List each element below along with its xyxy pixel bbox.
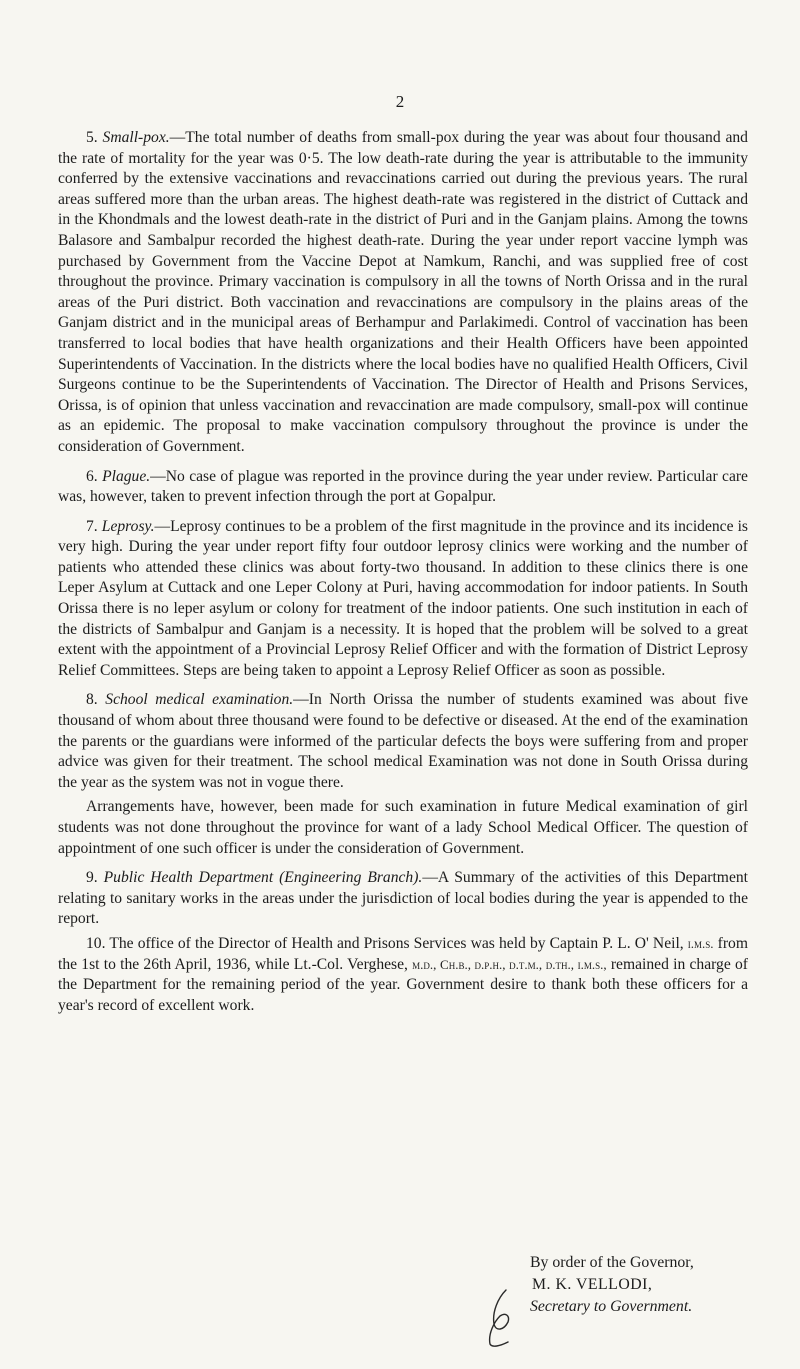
paragraph-text: —A Summary of the activities of this Department relating to sanitary works in the areas under the jurisdiction of local bodies during the year is appended to the report.	[58, 869, 748, 928]
paragraph-text-part: The office of the Director of Health and Prisons Services was held by Captain P. L. O' Neil,	[109, 934, 688, 952]
signature-block	[530, 1252, 694, 1318]
paragraph-heading: Public Health Department (Engineering Branch).	[103, 869, 423, 887]
document-body	[58, 128, 748, 1025]
paragraph-text: —No case of plague was reported in the province during the year under review. Particular care was, however, taken to prevent infection through the port at Gopalpur.	[58, 467, 748, 506]
paragraph-school-medical	[58, 690, 748, 793]
signatory-title: Secretary to Government.	[530, 1298, 693, 1315]
signatory-name: M. K. VELLODI,	[532, 1276, 653, 1293]
paragraph-heading: Leprosy.	[101, 517, 155, 535]
paragraph-arrangements	[58, 797, 748, 859]
paragraph-text: Arrangements have, however, been made for such examination in future Medical examination of girl students was not done throughout the province for want of a lady School Medical Officer. The question of appointment of one such officer is under the consideration of Government.	[58, 798, 748, 857]
paragraph-number: 10.	[86, 934, 106, 952]
paragraph-public-health	[58, 868, 748, 930]
handwritten-initial-mark	[470, 1282, 530, 1352]
paragraph-small-pox	[58, 128, 748, 458]
degree-abbreviations: m.d., Ch.b., d.p.h., d.t.m., d.th., i.m.s.,	[412, 956, 607, 972]
paragraph-number: 8.	[86, 691, 98, 709]
paragraph-text: —In North Orissa the number of students examined was about five thousand of whom about three thousand were found to be defective or diseased. At the end of the examination the parents or the guardians were informed of the particular defects the boys were suffering from and proper advice was given for their treatment. The school medical Examination was not done in South Orissa during the year as the system was not in vogue there.	[58, 691, 748, 791]
paragraph-number: 6.	[86, 467, 98, 485]
paragraph-heading: School medical examination.	[105, 691, 294, 709]
paragraph-leprosy	[58, 517, 748, 682]
paragraph-plague	[58, 467, 748, 508]
paragraph-text: —Leprosy continues to be a problem of the first magnitude in the province and its incidence is very high. During the year under report fifty four outdoor leprosy clinics were working and the number of patients who attended these clinics was about forty-two thousand. In addition to these clinics there is one Leper Asylum at Cuttack and one Leper Colony at Puri, having accommodation for indoor patients. In South Orissa there is no leper asylum or colony for treatment of the indoor patients. One such institution in each of the districts of Sambalpur and Ganjam is a necessity. It is hoped that the problem will be solved to a great extent with the appointment of a Provincial Leprosy Relief Officer and with the formation of District Leprosy Relief Committees. Steps are being taken to appoint a Leprosy Relief Officer as soon as possible.	[58, 517, 748, 679]
paragraph-heading: Small-pox.	[102, 129, 170, 146]
degree-abbreviation: i.m.s.	[687, 935, 714, 951]
paragraph-heading: Plague.	[102, 467, 151, 485]
paragraph-number: 9.	[86, 869, 98, 887]
paragraph-text: —The total number of deaths from small-pox during the year was about four thousand and the rate of mortality for the year was 0·5. The low death-rate during the year is attributable to the immunity conferred by the extensive vaccinations and revaccinations carried out during the previous years. The rural areas suffered more than the urban areas. The highest death-rate was registered in the district of Cuttack and in the Khondmals and the lowest death-rate in the district of Puri and in the Ganjam plains. Among the towns Balasore and Sambalpur recorded the highest death-rate. During the year under report vaccine lymph was purchased by Government from the Vaccine Depot at Namkum, Ranchi, and was supplied free of cost throughout the province. Primary vaccination is compulsory in all the towns of North Orissa and in the rural areas of the Puri district. Both vaccination and revaccinations are compulsory in the plains areas of the Ganjam district and in the municipal areas of Berhampur and Parlakimedi. Control of vaccination has been transferred to local bodies that have health organizations and their Health Officers have been appointed Superintendents of Vaccination. In the districts where the local bodies have no qualified Health Officers, Civil Surgeons continue to be the Superintendents of Vaccination. The Director of Health and Prisons Services, Orissa, is of opinion that unless vaccination and revaccination are made compulsory, small-pox will continue as an epidemic. The proposal to make vaccination compulsory throughout the province is under the consideration of Government.	[58, 129, 748, 455]
page-number: 2	[395, 92, 405, 111]
signature-order-line: By order of the Governor,	[530, 1254, 694, 1271]
paragraph-number: 7.	[86, 517, 98, 535]
paragraph-number: 5.	[86, 129, 98, 146]
paragraph-director-office	[58, 934, 748, 1016]
paragraph-text-part: remained in charge of the Department for the remaining period of the year. Government desire to thank both these officers for a year's record of excellent work.	[58, 955, 748, 1014]
paragraph-text-part: from the 1st to the 26th April, 1936, while Lt.-Col. Verghese,	[58, 934, 748, 973]
